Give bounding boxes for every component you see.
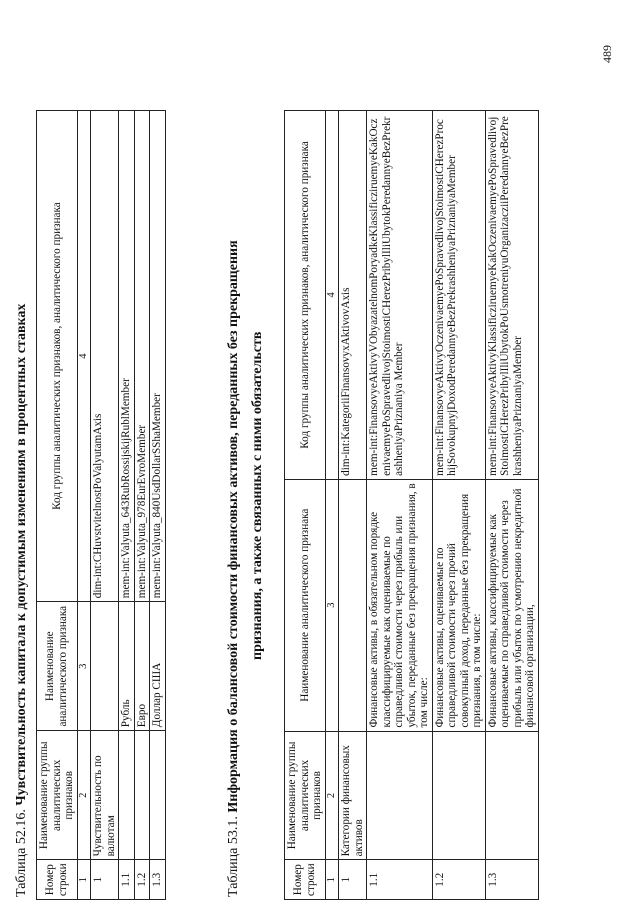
row-code: mem-int:FinansovyeAktivyKlassificziruemyeKakOczenivaemyePoSpravedlivojStoimostiCHerezPribylIliUbytokPoUsmotreniyuOrganizacziiPeredannyeBezPrekrashheniyaPriznaniyaMember: [485, 111, 538, 480]
row-code: dim-int:KategoriiFinansovyxAktivovAxis: [339, 111, 367, 480]
table2-header-row: [285, 111, 326, 900]
row-name: Доллар США: [150, 602, 166, 731]
row-number: 1.3: [485, 860, 538, 900]
row-number: 1.2: [432, 860, 485, 900]
table1: [36, 110, 166, 900]
row-name: [339, 479, 367, 731]
row-number: 1.3: [150, 860, 166, 900]
row-number: 1: [339, 860, 367, 900]
table2-colnum-cell: 3: [325, 479, 339, 731]
row-group: [485, 731, 538, 860]
row-group: [134, 731, 150, 860]
row-number: 1.1: [367, 860, 433, 900]
row-code: mem-int:Valyuta_978EurEvroMember: [134, 111, 150, 602]
table1-colnum-cell: 3: [77, 602, 91, 731]
table1-colnum-cell: 2: [77, 731, 91, 860]
row-group: [119, 731, 135, 860]
table1-colnum-cell: 1: [77, 860, 91, 900]
row-name: [91, 602, 119, 731]
row-group: Категории финансовых активов: [339, 731, 367, 860]
table2-header-cell: Код группы аналитических признаков, аналитического признака: [285, 111, 326, 480]
table-row: [119, 111, 135, 900]
row-number: 1: [91, 860, 119, 900]
table2-caption: [226, 240, 242, 897]
table1-header-cell: Код группы аналитических признаков, аналитического признака: [37, 111, 78, 602]
row-code: mem-int:Valyuta_840UsdDollarSShaMember: [150, 111, 166, 602]
row-code: dim-int:CHuvstvitelnostPoValyutamAxis: [91, 111, 119, 602]
row-group: [432, 731, 485, 860]
table-row: [367, 111, 433, 900]
table2-caption-line2-wrap: [250, 332, 266, 660]
table-row: [134, 111, 150, 900]
table-row: [91, 111, 119, 900]
table-row: [432, 111, 485, 900]
row-group: [150, 731, 166, 860]
table-row: [485, 111, 538, 900]
row-name: Финансовые активы, в обязательном порядке классифицируемые как оцениваемые по справедливой стоимости через прибыль или убыток, переданные без прекращения признания, в том числе:: [367, 479, 433, 731]
table2-caption-prefix: Таблица 53.1.: [226, 816, 241, 897]
table2-header-cell: Наименование группы аналитических признаков: [285, 731, 326, 860]
table2-colnum-cell: 1: [325, 860, 339, 900]
table2-colnum-cell: 2: [325, 731, 339, 860]
table1-caption-title: Чувствительность капитала к допустимым изменениям в процентных ставках: [14, 303, 29, 806]
table1-header-cell: Наименование аналитического признака: [37, 602, 78, 731]
table2-header-cell: Номер строки: [285, 860, 326, 900]
table-row: [150, 111, 166, 900]
row-group: Чувствительность по валютам: [91, 731, 119, 860]
table2-caption-line1: Информация о балансовой стоимости финансовых активов, переданных без прекращения: [226, 240, 241, 813]
page-number: 489: [600, 45, 614, 63]
row-code: mem-int:FinansovyeAktivyVObyazatelnomPoryadkeKlassificziruemyeKakOczenivaemyePoSpravedlivojStoimostiCHerezPribylIliUbytokPeredannyeBezPrekrashheniyaPriznaniya Member: [367, 111, 433, 480]
row-number: 1.1: [119, 860, 135, 900]
table1-header-cell: Номер строки: [37, 860, 78, 900]
row-name: Рубль: [119, 602, 135, 731]
row-group: [367, 731, 433, 860]
table1-colnum-row: [77, 111, 91, 900]
table1-header-row: [37, 111, 78, 900]
row-code: mem-int:Valyuta_643RubRossijskijRublMember: [119, 111, 135, 602]
table-row: [339, 111, 367, 900]
table1-caption: [14, 304, 30, 897]
table1-header-cell: Наименование группы аналитических признаков: [37, 731, 78, 860]
table2-caption-line2: признания, а также связанных с ними обязательств: [250, 331, 265, 660]
row-name: Финансовые активы, классифицируемые как оцениваемые по справедливой стоимости через прибыль или убыток по усмотрению некредитной финансовой организации,: [485, 479, 538, 731]
row-number: 1.2: [134, 860, 150, 900]
table2: [284, 110, 539, 900]
table1-caption-prefix: Таблица 52.16.: [14, 809, 29, 897]
row-name: Евро: [134, 602, 150, 731]
table2-header-cell: Наименование аналитического признака: [285, 479, 326, 731]
row-name: Финансовые активы, оцениваемые по справедливой стоимости через прочий совокупный доход, переданные без прекращения признания, в том числе:: [432, 479, 485, 731]
row-code: mem-int:FinansovyeAktivyOczenivaemyePoSpravedlivojStoimostiCHerezProchijSovokupnyjDoxodPeredannyeBezPrekrashheniyaPriznaniyaMember: [432, 111, 485, 480]
table2-colnum-row: [325, 111, 339, 900]
table1-colnum-cell: 4: [77, 111, 91, 602]
table2-colnum-cell: 4: [325, 111, 339, 480]
